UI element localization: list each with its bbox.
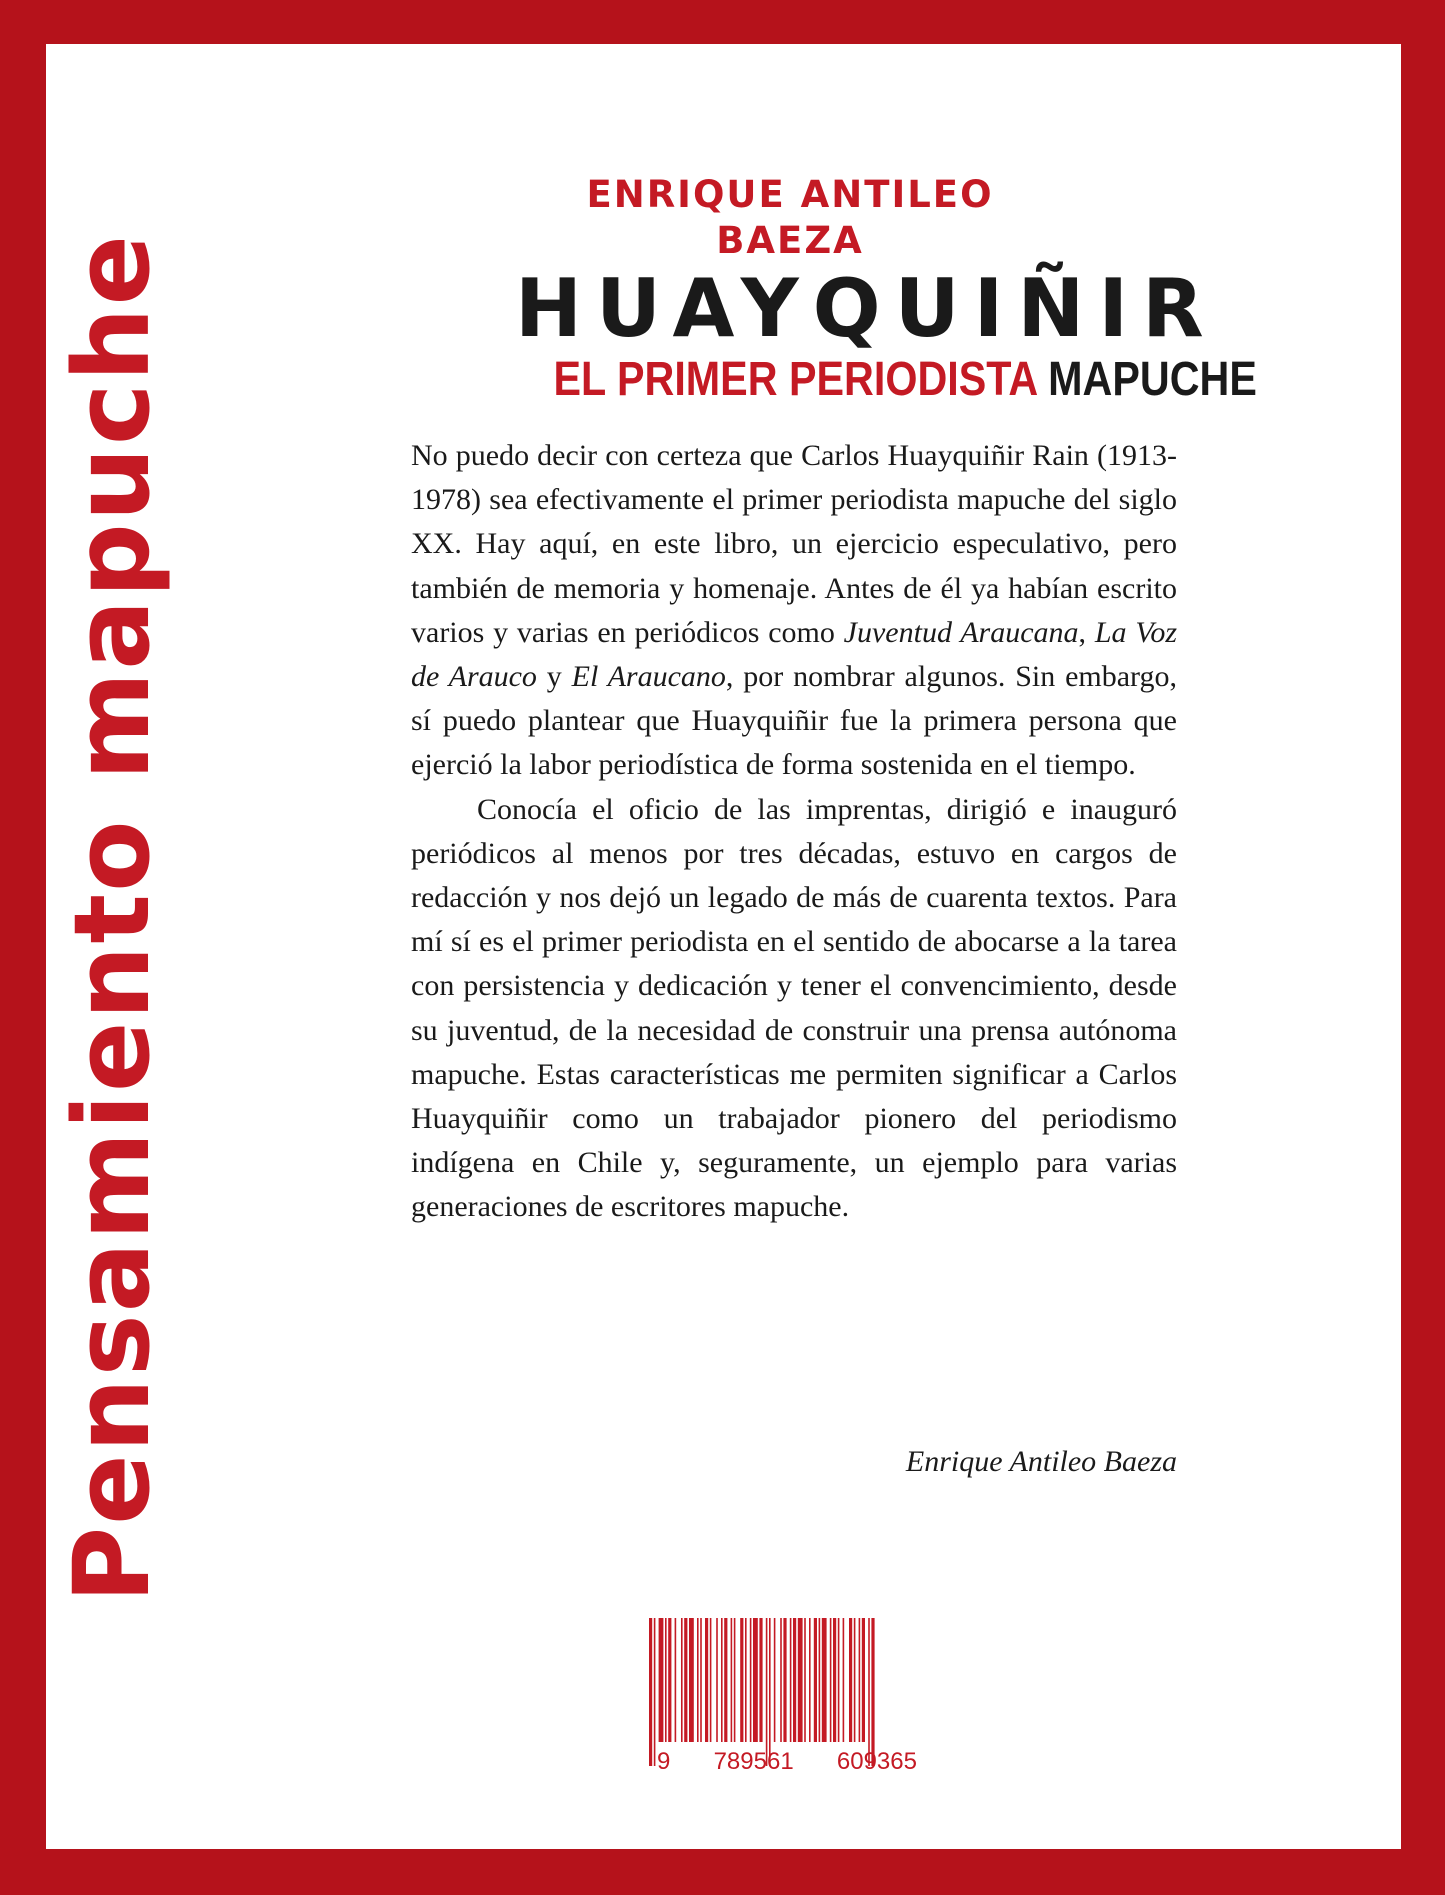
barcode-bar	[814, 1618, 817, 1742]
p1-title-el-araucano: El Araucano	[571, 660, 726, 694]
p1-title-la-voz: La Voz de Arauco	[411, 615, 1178, 694]
p1-text-a: No puedo decir con certeza que Carlos Huayquiñir Rain (1913-1978) sea efectivamente el primer periodista mapuche del siglo XX. Hay aquí, en este libro, un ejercicio especulativo, pero también de memoria y homenaje. Antes de él ya habían escrito varios y varias en periódicos como	[411, 439, 1177, 649]
barcode-bar	[838, 1618, 840, 1742]
barcode-bar	[700, 1618, 702, 1742]
p1-text-c: y	[536, 660, 572, 694]
barcode-bar	[668, 1618, 671, 1742]
barcode-bar	[780, 1618, 782, 1742]
barcode-bar	[868, 1618, 870, 1766]
p1-text-b: ,	[1078, 615, 1095, 649]
barcode-digits	[657, 1748, 917, 1776]
barcode-bar	[798, 1618, 803, 1742]
barcode-bar	[740, 1618, 743, 1742]
barcode-bar	[819, 1618, 821, 1742]
cover-header	[515, 172, 1257, 408]
barcode-bar	[793, 1618, 796, 1742]
barcode-bar	[804, 1618, 806, 1742]
barcode-bar	[689, 1618, 694, 1742]
barcode-bar	[697, 1618, 699, 1742]
barcode-bar	[830, 1618, 832, 1742]
p1-title-juventud: Juventud Araucana	[843, 615, 1079, 649]
author-name: ENRIQUE ANTILEO BAEZA	[586, 173, 994, 262]
barcode-bar	[849, 1618, 852, 1742]
subtitle-red-part: EL PRIMER PERIODISTA	[553, 353, 1049, 406]
barcode-bar	[684, 1618, 687, 1742]
barcode-bar	[710, 1618, 712, 1742]
barcode-bar	[750, 1618, 752, 1742]
barcode-bar	[705, 1618, 708, 1742]
barcode-bar	[716, 1618, 718, 1742]
book-subtitle	[553, 352, 1257, 408]
p1-text-d: , por nombrar algunos. Sin embargo, sí puedo plantear que Huayquiñir fue la primera persona que ejerció la labor periodística de forma sostenida en el tiempo.	[411, 660, 1177, 782]
barcode-bar	[649, 1618, 652, 1766]
barcode-bar	[809, 1618, 811, 1742]
barcode-bar	[871, 1618, 874, 1766]
barcode-bar	[859, 1618, 861, 1742]
barcode-bar	[822, 1618, 827, 1742]
paragraph-2: Conocía el oficio de las imprentas, dirigió e inauguró periódicos al menos por tres décadas, estuvo en cargos de redacción y nos dejó un legado de más de cuarenta textos. Para mí sí es el primer periodista en el sentido de abocarse a la tarea con persistencia y dedicación y tener el convencimiento, desde su juventud, de la necesidad de construir una prensa autónoma mapuche. Estas características me permiten significar a Carlos Huayquiñir como un trabajador pionero del periodismo indígena en Chile y, seguramente, un ejemplo para varias generaciones de escritores mapuche.	[411, 792, 1177, 1224]
paragraph-1	[411, 434, 1177, 788]
barcode-bar	[659, 1618, 664, 1742]
barcode-bar	[753, 1618, 758, 1742]
signature: Enrique Antileo Baeza	[905, 1445, 1177, 1478]
back-cover-text	[411, 434, 1177, 1230]
barcode-bar	[724, 1618, 727, 1742]
series-name: Pensamiento mapuche	[51, 232, 173, 1604]
subtitle-dark-part: MAPUCHE	[1048, 353, 1257, 406]
barcode-bar	[843, 1618, 845, 1742]
barcode-bar	[790, 1618, 792, 1742]
barcode-bar	[675, 1618, 677, 1742]
barcode-bar	[766, 1618, 768, 1766]
barcode-bar	[654, 1618, 656, 1766]
barcode-bar	[854, 1618, 856, 1742]
barcode-bar	[783, 1618, 786, 1742]
barcode-digits-left: 789561	[713, 1748, 794, 1775]
barcode-bar	[833, 1618, 836, 1742]
barcode-bar	[759, 1618, 762, 1742]
barcode-digits-right: 609365	[836, 1748, 917, 1775]
barcode-bar	[774, 1618, 776, 1742]
barcode-bar	[862, 1618, 865, 1742]
barcode-digit-lead: 9	[657, 1748, 671, 1775]
barcode-bar	[731, 1618, 733, 1742]
barcode-bar	[681, 1618, 683, 1742]
barcode-bar	[745, 1618, 747, 1742]
barcode-bar	[721, 1618, 723, 1742]
barcode-bar	[769, 1618, 771, 1766]
book-title: HUAYQUIÑIR	[515, 262, 1218, 355]
barcode-bar	[665, 1618, 667, 1742]
barcode-bar	[734, 1618, 736, 1742]
